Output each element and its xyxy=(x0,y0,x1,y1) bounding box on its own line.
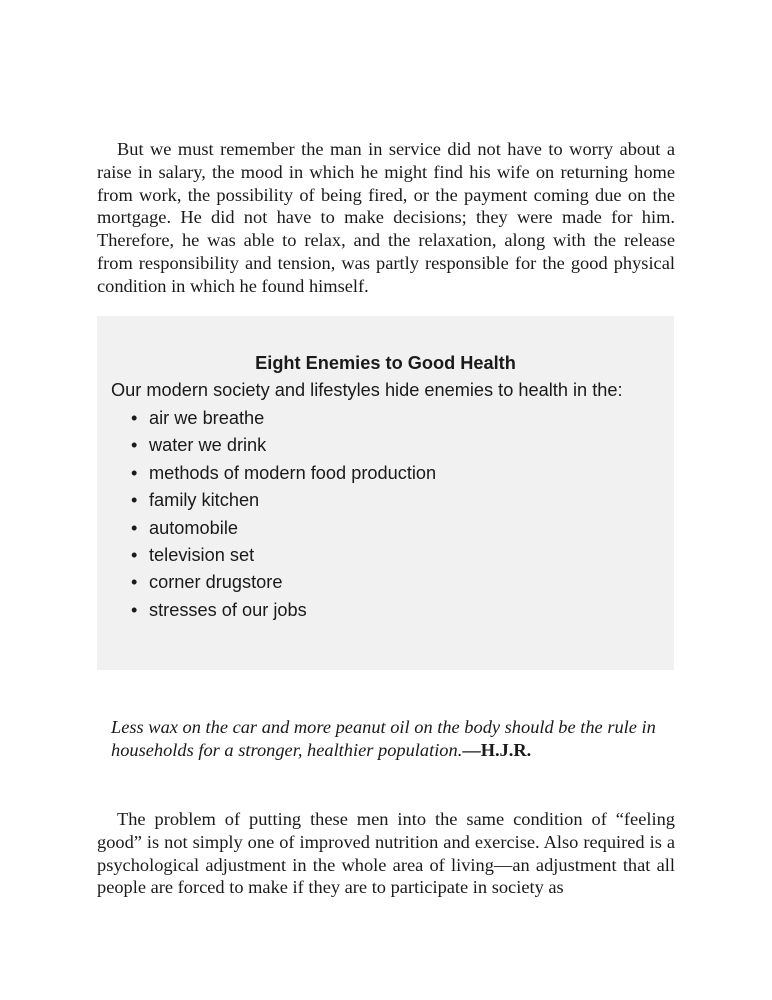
bullet-icon: • xyxy=(131,462,138,483)
list-item xyxy=(131,571,436,598)
sidebar-title: Eight Enemies to Good Health xyxy=(255,353,516,373)
list-item xyxy=(131,517,436,544)
list-item-text: automobile xyxy=(149,517,238,538)
list-item-text: stresses of our jobs xyxy=(149,599,307,620)
bullet-icon: • xyxy=(131,599,138,620)
list-item-text: corner drugstore xyxy=(149,572,283,593)
bullet-icon: • xyxy=(131,408,138,428)
sidebar-intro: Our modern society and lifestyles hide enemies to health in the: xyxy=(111,380,623,400)
bullet-icon: • xyxy=(131,435,138,456)
body-paragraph: The problem of putting these men into the same condition of “feeling good” is not simply one of improved nutrition and exercise. Also required is a psychological adjustment in the whole area of living—an adjustment that all people are forced to make if they are to participate in society as xyxy=(97,809,675,898)
quote-text: Less wax on the car and more peanut oil on the body should be the rule in households for a stronger, healthier population. xyxy=(111,717,656,760)
sidebar-list xyxy=(131,407,436,626)
list-item-text: television set xyxy=(149,544,255,565)
list-item xyxy=(131,599,436,626)
bullet-icon: • xyxy=(131,544,138,565)
list-item xyxy=(131,434,436,461)
list-item xyxy=(131,462,436,489)
pull-quote xyxy=(111,716,681,762)
list-item xyxy=(131,407,436,434)
list-item-text: water we drink xyxy=(149,435,267,456)
list-item xyxy=(131,489,436,516)
list-item-text: air we breathe xyxy=(149,408,265,428)
body-paragraph: But we must remember the man in service did not have to worry about a raise in salary, the mood in which he might find his wife on returning home from work, the possibility of being fired, or the payment coming due on the mortgage. He did not have to make decisions; they were made for him. Therefore, he was able to relax, and the relaxation, along with the release from responsibility and tension, was partly responsible for the good physical condition in which he found himself. xyxy=(97,139,675,296)
list-item-text: family kitchen xyxy=(149,490,260,511)
list-item xyxy=(131,544,436,571)
quote-attribution: —H.J.R. xyxy=(462,739,532,760)
bullet-icon: • xyxy=(131,572,138,593)
sidebar-box xyxy=(97,316,674,670)
list-item-text: methods of modern food production xyxy=(149,462,437,483)
bullet-icon: • xyxy=(131,490,138,511)
bullet-icon: • xyxy=(131,517,138,538)
